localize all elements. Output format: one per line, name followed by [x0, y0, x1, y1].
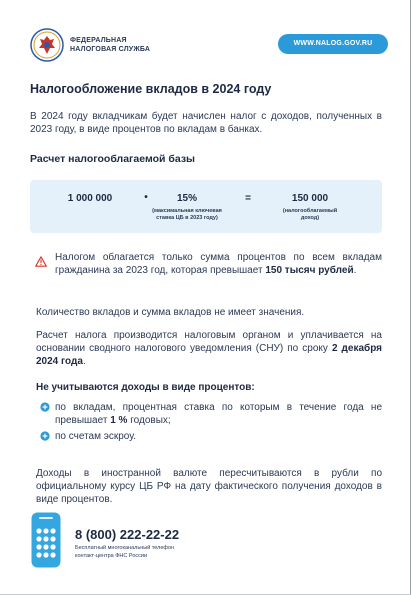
list-item-text-end: годовых; [127, 415, 171, 426]
foreign-currency-paragraph: Доходы в иностранной валюте пересчитываются в рубли по официальному курсу ЦБ РФ на дату фактического получения доходов в виде процентов. [36, 468, 382, 505]
org-name [70, 36, 150, 54]
calc-amount: 1 000 000 [67, 193, 113, 204]
hotline-note-line2: контакт-центра ФНС России [75, 552, 148, 559]
warning-threshold: 150 тысяч рублей [265, 265, 354, 276]
calc-rate-note [140, 208, 234, 222]
calc-rate-block [140, 193, 234, 222]
warning-triangle-icon [35, 256, 47, 267]
hotline-note [75, 545, 174, 560]
list-item [55, 401, 382, 427]
warning-text-part: Налогом облагается только сумма процентов по всем вкладам гражданина за 2023 год, которая превышает [55, 252, 382, 276]
page-title: Налогообложение вкладов в 2024 году [30, 82, 272, 96]
tax-calc-text: Расчет налога производится налоговым органом и уплачивается на основании сводного налогового уведомления (СНУ) по сроку [36, 330, 382, 354]
org-name-line2: НАЛОГОВАЯ СЛУЖБА [70, 46, 151, 53]
calc-box [30, 180, 382, 233]
intro-paragraph: В 2024 году вкладчикам будет начислен налог с доходов, полученных в 2023 году, в виде процентов по вкладам в банках. [30, 111, 382, 135]
hotline-phone-number[interactable]: 8 (800) 222-22-22 [75, 527, 180, 542]
calc-amount-block [50, 193, 130, 204]
tax-calc-paragraph [36, 329, 382, 368]
calc-equals-block [238, 193, 258, 204]
warning-text-end: . [353, 265, 357, 276]
calc-rate-note-line1: (максимальная ключевая [152, 208, 222, 214]
fns-emblem-icon [30, 28, 64, 62]
plus-bullet-icon [40, 402, 50, 412]
calc-times-sign: • [144, 192, 148, 203]
plus-bullet-icon [40, 431, 50, 441]
list-item-text: по счетам эскроу. [55, 431, 137, 442]
calc-equals-sign: = [245, 193, 251, 204]
hotline-note-line1: Бесплатный многоканальный телефон [75, 545, 175, 551]
calc-result-note-line2: доход) [300, 215, 320, 221]
list-item [55, 430, 382, 443]
calc-rate-note-line2: ставка ЦБ в 2023 году) [156, 215, 218, 221]
list-item-bold: 1 % [110, 415, 128, 426]
deposits-count-paragraph: Количество вкладов и сумма вкладов не имеет значения. [36, 307, 305, 318]
exclusions-heading: Не учитываются доходы в виде процентов: [36, 382, 255, 393]
website-link-button[interactable]: WWW.NALOG.GOV.RU [278, 34, 388, 54]
calc-result-block [265, 193, 355, 222]
calc-result-note [265, 208, 355, 222]
calc-rate: 15% [176, 193, 197, 204]
tax-deadline: 2 декабря 2024 года [36, 343, 383, 367]
tax-calc-text-end: . [82, 356, 86, 367]
calc-result-note-line1: (налогооблагаемый [282, 208, 338, 214]
org-name-line1: ФЕДЕРАЛЬНАЯ [70, 37, 127, 44]
calc-result: 150 000 [291, 193, 329, 204]
calc-heading: Расчет налогооблагаемой базы [30, 153, 196, 165]
phone-keypad-icon [31, 512, 61, 568]
list-item-text: по вкладам, процентная ставка по которым в течение года не превышает [55, 402, 382, 426]
warning-text [55, 251, 382, 277]
